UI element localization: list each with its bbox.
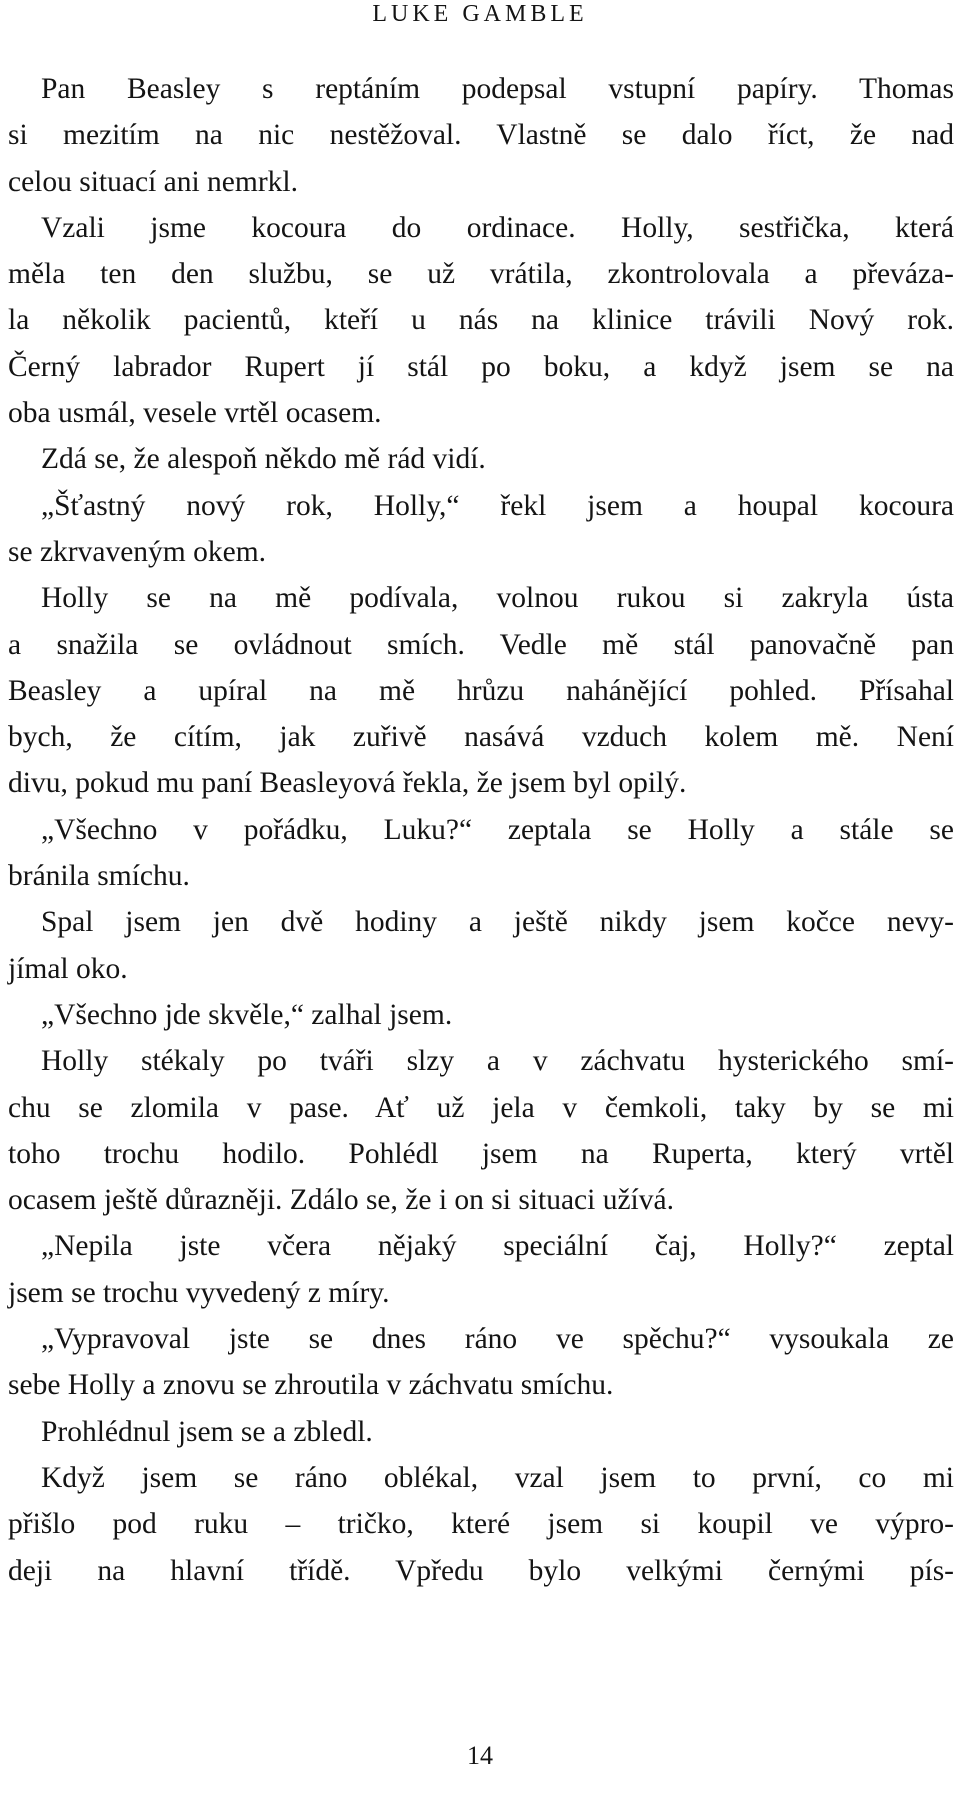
- paragraph: [8, 205, 954, 436]
- text-line: deji na hlavní třídě. Vpředu bylo velkými černými pís-: [8, 1554, 954, 1587]
- text-line: ocasem ještě důrazněji. Zdálo se, že i on si situaci užívá.: [8, 1184, 674, 1217]
- text-line: měla ten den službu, se už vrátila, zkontrolovala a převáza-: [8, 258, 954, 291]
- text-line: „Vypravoval jste se dnes ráno ve spěchu?“ vysoukala ze: [41, 1323, 954, 1356]
- text-line: a snažila se ovládnout smích. Vedle mě stál panovačně pan: [8, 628, 954, 661]
- text-line: Spal jsem jen dvě hodiny a ještě nikdy jsem kočce nevy-: [41, 906, 954, 939]
- text-line: Prohlédnul jsem se a zbledl.: [41, 1415, 373, 1448]
- body-text: [8, 66, 954, 1594]
- text-line: „Nepila jste včera nějaký speciální čaj, Holly?“ zeptal: [41, 1230, 954, 1263]
- text-line: „Všechno jde skvěle,“ zalhal jsem.: [41, 998, 453, 1031]
- text-line: Holly se na mě podívala, volnou rukou si zakryla ústa: [41, 582, 954, 615]
- text-line: přišlo pod ruku – tričko, které jsem si koupil ve výpro-: [8, 1508, 954, 1541]
- text-line: bych, že cítím, jak zuřivě nasává vzduch kolem mě. Není: [8, 721, 954, 754]
- text-line: Holly stékaly po tváři slzy a v záchvatu hysterického smí-: [41, 1045, 954, 1078]
- text-line: bránila smíchu.: [8, 860, 190, 893]
- paragraph: [8, 66, 954, 205]
- text-line: jsem se trochu vyvedený z míry.: [8, 1276, 390, 1309]
- text-line: sebe Holly a znovu se zhroutila v záchvatu smíchu.: [8, 1369, 614, 1402]
- text-line: oba usmál, vesele vrtěl ocasem.: [8, 397, 382, 430]
- page-number: 14: [467, 1741, 493, 1770]
- text-line: celou situací ani nemrkl.: [8, 165, 298, 198]
- text-line: „Všechno v pořádku, Luku?“ zeptala se Holly a stále se: [41, 813, 954, 846]
- text-line: toho trochu hodilo. Pohlédl jsem na Ruperta, který vrtěl: [8, 1137, 954, 1170]
- text-line: la několik pacientů, kteří u nás na klinice trávili Nový rok.: [8, 304, 954, 337]
- paragraph: [8, 1455, 954, 1594]
- text-line: chu se zlomila v pase. Ať už jela v čemkoli, taky by se mi: [8, 1091, 954, 1124]
- paragraph: [8, 1223, 954, 1316]
- text-line: Černý labrador Rupert jí stál po boku, a když jsem se na: [8, 350, 954, 383]
- paragraph: [8, 436, 954, 482]
- paragraph: [8, 899, 954, 992]
- paragraph: [8, 1409, 954, 1455]
- paragraph: [8, 1316, 954, 1409]
- text-line: Zdá se, že alespoň někdo mě rád vidí.: [41, 443, 486, 476]
- text-line: Pan Beasley s reptáním podepsal vstupní papíry. Thomas: [41, 73, 954, 105]
- text-line: Když jsem se ráno oblékal, vzal jsem to první, co mi: [41, 1461, 954, 1494]
- running-header: LUKE GAMBLE: [372, 1, 588, 27]
- paragraph: [8, 483, 954, 576]
- text-line: si mezitím na nic nestěžoval. Vlastně se dalo říct, že nad: [8, 119, 954, 152]
- text-line: se zkrvaveným okem.: [8, 535, 267, 568]
- paragraph: [8, 807, 954, 900]
- paragraph: [8, 1038, 954, 1223]
- text-line: „Šťastný nový rok, Holly,“ řekl jsem a houpal kocoura: [41, 489, 954, 522]
- paragraph: [8, 575, 954, 806]
- text-line: Beasley a upíral na mě hrůzu nahánějící pohled. Přísahal: [8, 674, 954, 707]
- text-line: jímal oko.: [8, 952, 128, 985]
- paragraph: [8, 992, 954, 1038]
- text-line: Vzali jsme kocoura do ordinace. Holly, sestřička, která: [41, 211, 954, 244]
- text-line: divu, pokud mu paní Beasleyová řekla, že jsem byl opilý.: [8, 767, 687, 800]
